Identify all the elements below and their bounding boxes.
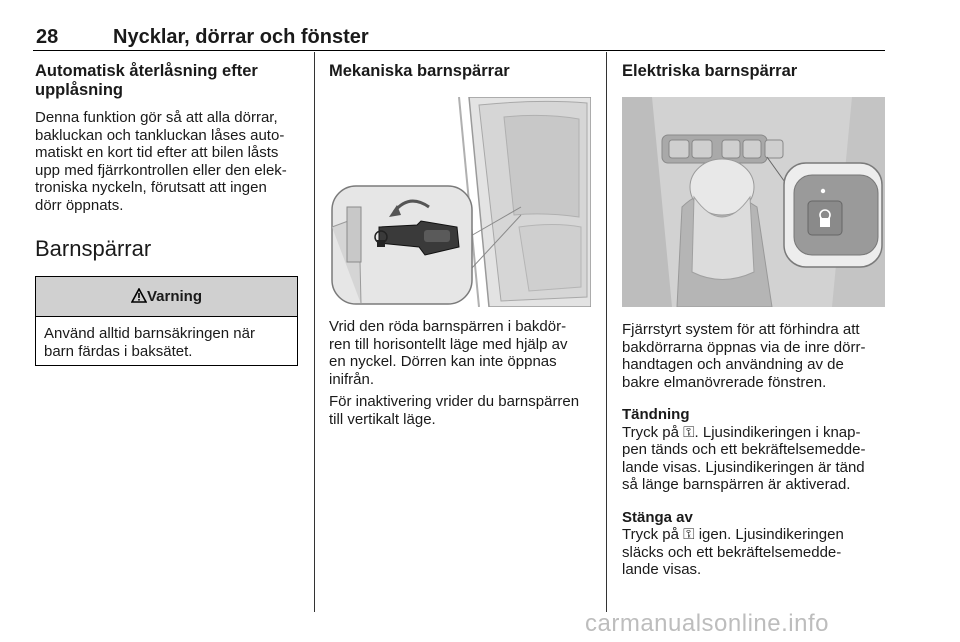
section-heading-electric: Elektriska barnspärrar: [622, 62, 798, 80]
mechanical-text: [329, 318, 599, 428]
mechanical-paragraph-1: Vrid den röda barnspärren i bakdör- ren till horisontellt läge med hjälp av en nyckel. Dörren kan inte öppnas inifrån.: [329, 318, 568, 388]
column-2: [329, 62, 599, 81]
chapter-title: Nycklar, dörrar och fönster: [113, 26, 369, 48]
electric-child-lock-illustration: [622, 97, 885, 307]
page-number: 28: [36, 26, 59, 48]
warning-triangle-icon: [131, 288, 147, 303]
warning-text: Använd alltid barnsäkringen när barn färdas i baksätet.: [44, 325, 255, 360]
column-3: [622, 62, 887, 81]
activation-paragraph: Tryck på ⚿. Ljusindikeringen i knap- pen tänds och ett bekräftelsemedde- lande visas. Ljusindikeringen är tänd så länge barnspärren är aktiverad.: [622, 423, 866, 493]
auto-relock-paragraph: Denna funktion gör så att alla dörrar, bakluckan och tankluckan låses auto- matiskt en kort tid efter att bilen låsts upp med fjärrkontrollen eller den elek- troniska nyckeln, förutsatt att ingen dörr öppnats.: [35, 109, 287, 214]
warning-header: [36, 277, 297, 317]
subheading-deactivation: Stänga av: [622, 508, 693, 526]
watermark: carmanualsonline.info: [585, 610, 829, 637]
warning-box: [35, 276, 298, 366]
console-drawing: [622, 97, 885, 307]
mechanical-paragraph-2: För inaktivering vrider du barnspärren till vertikalt läge.: [329, 393, 580, 428]
section-heading-mechanical: Mekaniska barnspärrar: [329, 62, 510, 80]
mechanical-child-lock-illustration: [329, 97, 591, 307]
column-divider: [606, 52, 607, 612]
column-divider: [314, 52, 315, 612]
warning-label: Varning: [146, 288, 202, 305]
page-header: [33, 16, 885, 51]
subheading-activation: Tändning: [622, 406, 690, 423]
deactivation-paragraph: Tryck på ⚿ igen. Ljusindikeringen släcks och ett bekräftelsemedde- lande visas.: [622, 526, 844, 578]
electric-text: [622, 321, 887, 579]
section-heading-auto-relock: Automatisk återlåsning efter upplåsning: [35, 62, 258, 99]
door-lock-drawing: [329, 97, 591, 307]
electric-intro-paragraph: Fjärrstyrt system för att förhindra att bakdörrarna öppnas via de inre dörr- handtagen och användning av de bakre elmanövrerade fönstren.: [622, 321, 866, 391]
column-1: [35, 62, 300, 262]
section-title-child-locks: Barnspärrar: [35, 236, 152, 261]
